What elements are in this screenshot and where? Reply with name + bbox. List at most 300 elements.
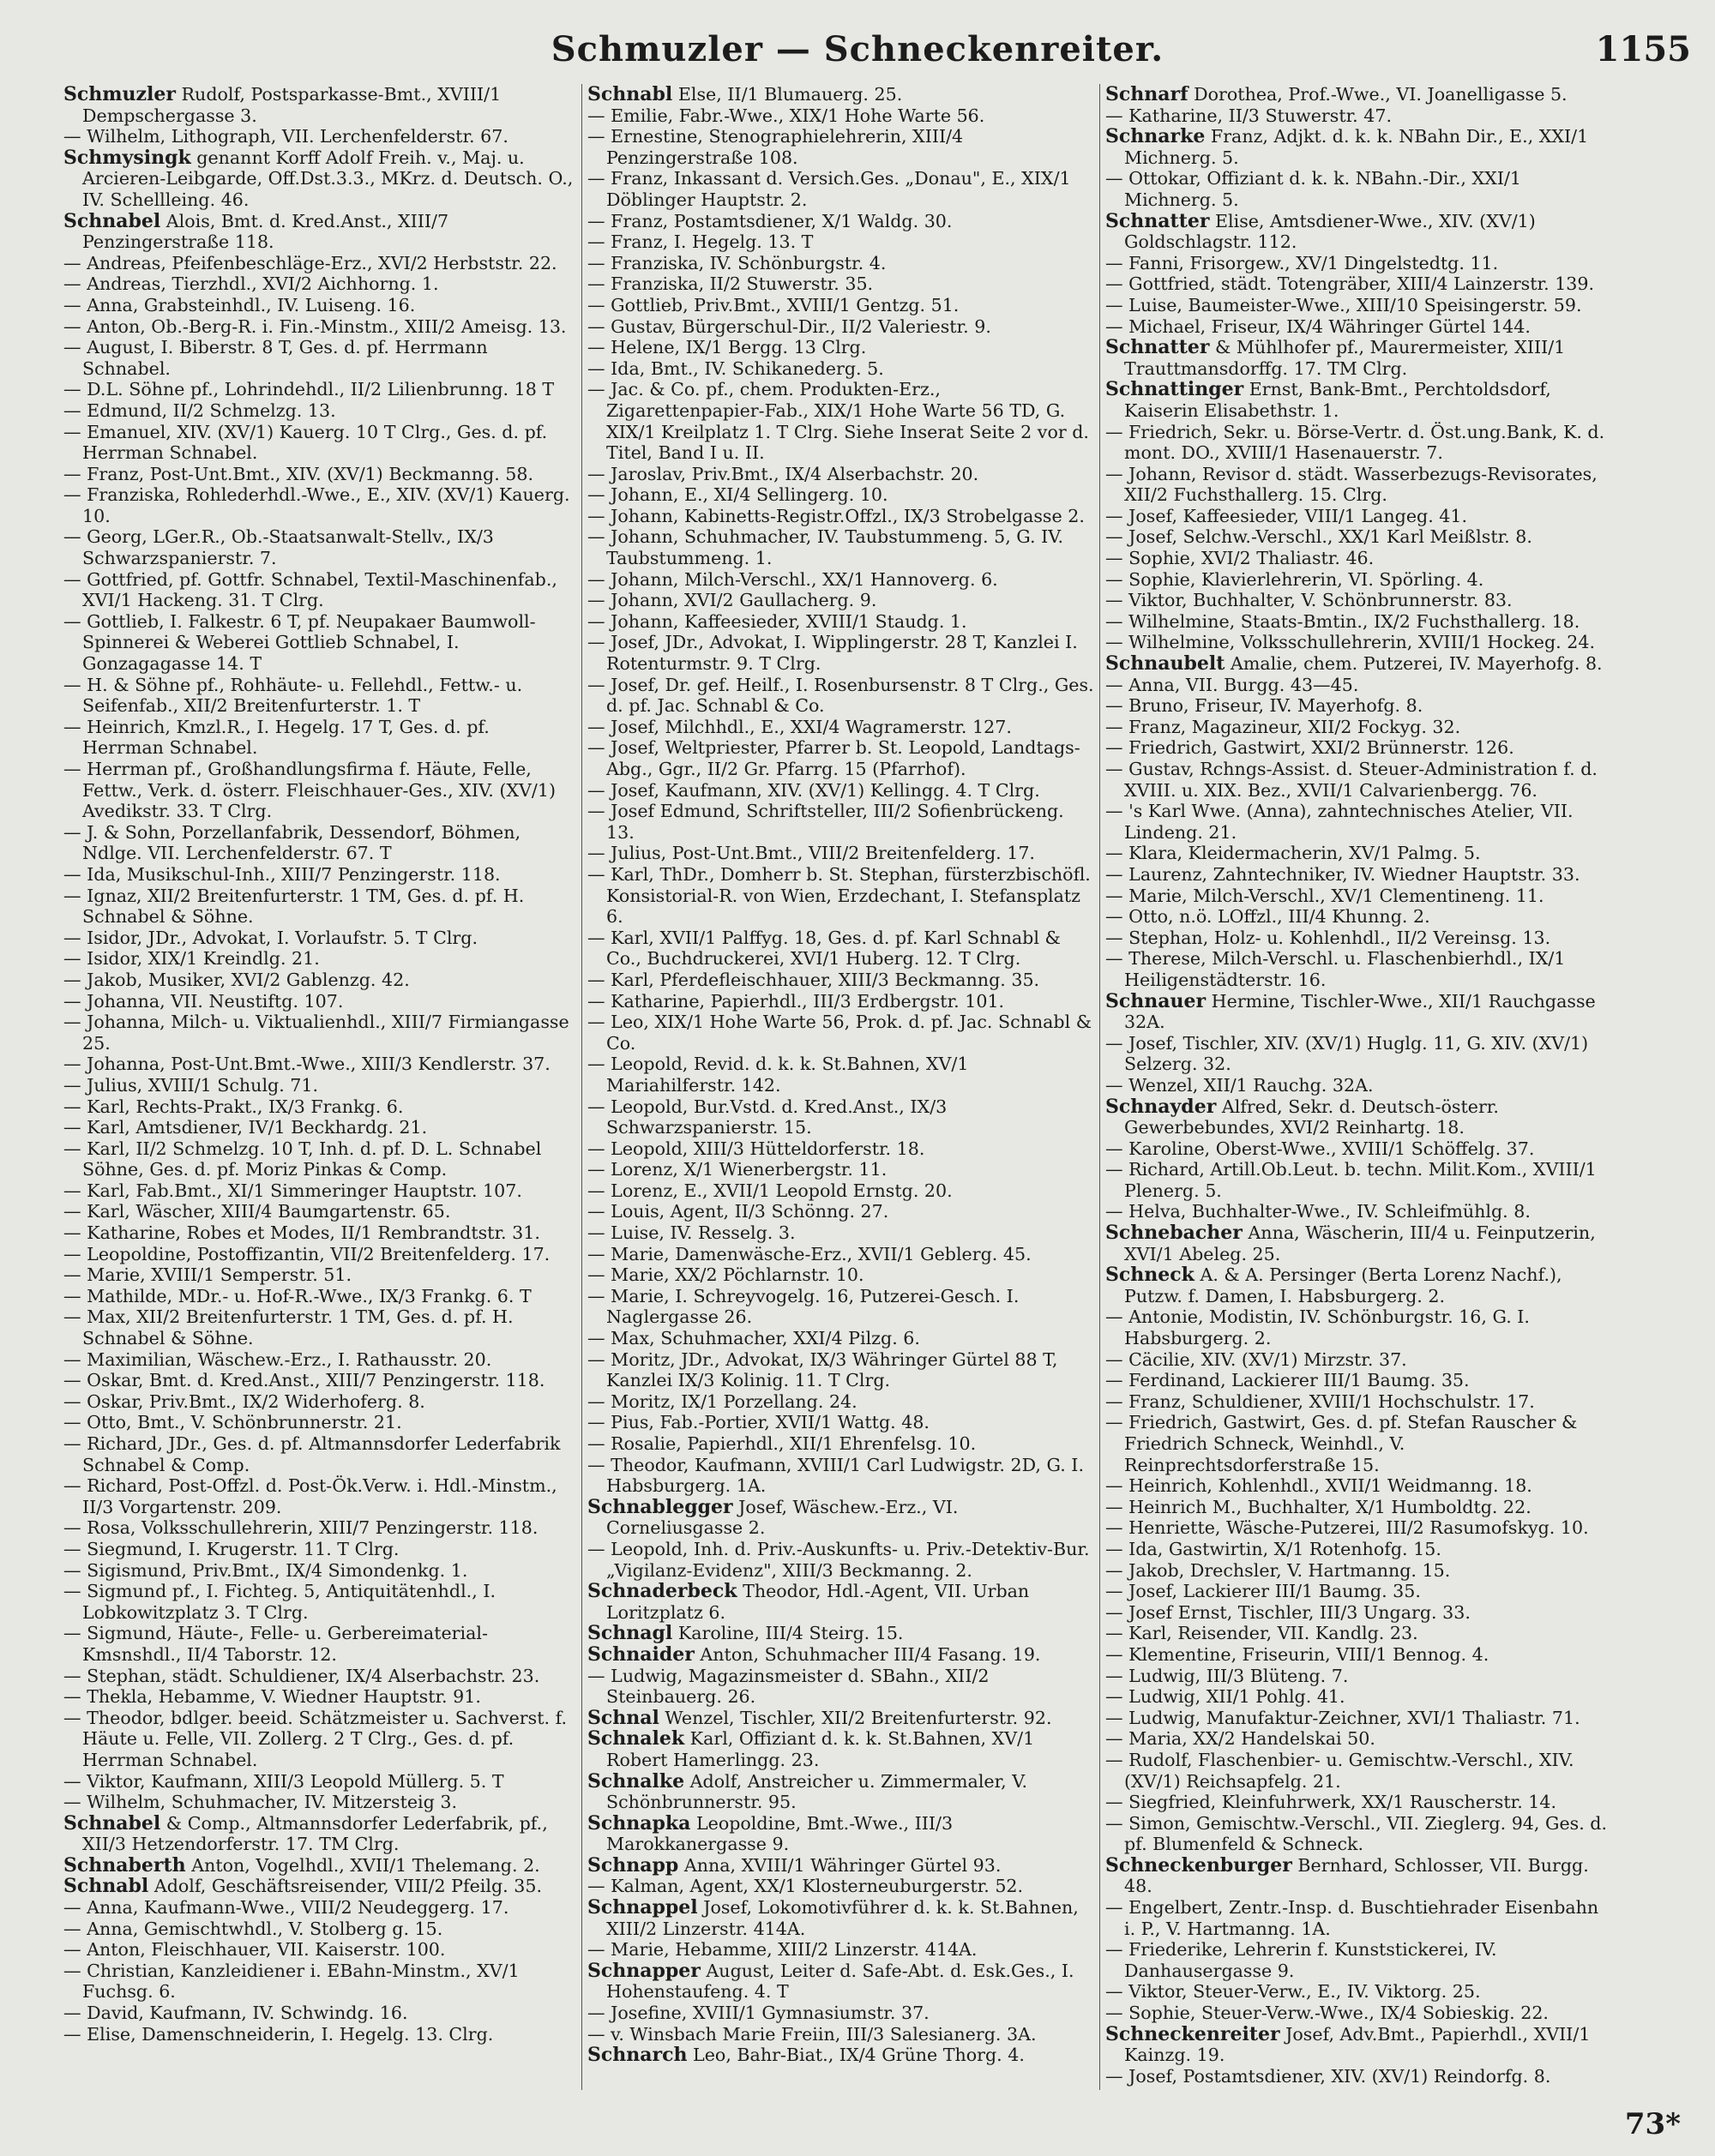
directory-entry xyxy=(63,1475,576,1517)
entry-text: — Josefine, XVIII/1 Gymnasiumstr. 37. xyxy=(587,2003,930,2024)
directory-entry xyxy=(1105,1581,1612,1602)
directory-entry xyxy=(63,1771,576,1793)
entry-text: — Katharine, Papierhdl., III/3 Erdbergstr. 101. xyxy=(587,990,1005,1012)
column-right xyxy=(1099,84,1617,2090)
entry-text: — Viktor, Kaufmann, XIII/3 Leopold Müllerg. 5. T xyxy=(63,1770,504,1792)
entry-text: — Richard, Artill.Ob.Leut. b. techn. Milit.Kom., XVIII/1 Plenerg. 5. xyxy=(1105,1159,1597,1201)
directory-entry xyxy=(587,970,1094,991)
entry-text: — Josef Ernst, Tischler, III/3 Ungarg. 33. xyxy=(1105,1601,1471,1623)
entry-text: — Karl, Reisender, VII. Kandlg. 23. xyxy=(1105,1623,1418,1644)
entry-text: — Franz, Postamtsdiener, X/1 Waldg. 30. xyxy=(587,210,953,231)
entry-text: — Viktor, Steuer-Verw., E., IV. Viktorg. 25. xyxy=(1105,1981,1481,2003)
directory-entry xyxy=(63,316,576,338)
directory-entry xyxy=(587,1180,1094,1202)
entry-surname: Schnatter xyxy=(1105,209,1210,232)
entry-text: — Jac. & Co. pf., chem. Produkten-Erz., Zigarettenpapier-Fab., XIX/1 Hohe Warte 56 TD, G. XIX/1 Kreilplatz 1. T Clrg. Siehe Inserat Seite 2 vor d. Titel, Band I u. II. xyxy=(587,379,1089,464)
page-number: 1155 xyxy=(1595,29,1691,69)
entry-text: — Bruno, Friseur, IV. Mayerhofg. 8. xyxy=(1105,695,1423,717)
entry-text: — Wenzel, XII/1 Rauchg. 32A. xyxy=(1105,1074,1374,1096)
entry-text: Josef, Wäschew.-Erz., VI. Corneliusgasse 2. xyxy=(606,1496,959,1539)
entry-text: — Josef, Postamtsdiener, XIV. (XV/1) Reindorfg. 8. xyxy=(1105,2065,1551,2087)
page-header xyxy=(0,24,1715,75)
entry-surname: Schneck xyxy=(1105,1264,1194,1287)
directory-entry xyxy=(63,1138,576,1180)
directory-entry xyxy=(63,379,576,400)
directory-entry xyxy=(1105,886,1612,907)
entry-text: — Julius, Post-Unt.Bmt., VIII/2 Breitenfelderg. 17. xyxy=(587,843,1035,864)
directory-entry xyxy=(1105,526,1612,548)
directory-entry xyxy=(587,801,1094,843)
directory-entry xyxy=(1105,1602,1612,1624)
directory-entry xyxy=(63,1686,576,1708)
directory-entry xyxy=(1105,675,1612,696)
directory-entry xyxy=(63,253,576,274)
entry-text: — Therese, Milch-Verschl. u. Flaschenbierhdl., IX/1 Heiligenstädterstr. 16. xyxy=(1105,948,1566,990)
entry-text: — Gustav, Bürgerschul-Dir., II/2 Valeriestr. 9. xyxy=(587,315,991,337)
entry-text: — Karl, II/2 Schmelzg. 10 T, Inh. d. pf. D. L. Schnabel Söhne, Ges. d. pf. Moriz Pinkas & Comp. xyxy=(63,1138,542,1180)
directory-entry xyxy=(63,147,576,211)
entry-text: Josef, Lokomotivführer d. k. k. St.Bahnen, XIII/2 Linzerstr. 414A. xyxy=(606,1897,1079,1939)
entry-text: — Sophie, Steuer-Verw.-Wwe., IX/4 Sobieskig. 22. xyxy=(1105,2003,1549,2024)
directory-entry xyxy=(587,1433,1094,1455)
directory-entry xyxy=(1105,126,1612,168)
directory-entry xyxy=(587,1244,1094,1265)
directory-entry xyxy=(63,1075,576,1096)
entry-text: — Louis, Agent, II/3 Schönng. 27. xyxy=(587,1201,889,1222)
directory-entry xyxy=(1105,1201,1612,1222)
entry-text: — Maximilian, Wäschew.-Erz., I. Rathausstr. 20. xyxy=(63,1348,492,1370)
directory-entry xyxy=(587,737,1094,779)
directory-entry xyxy=(1105,1666,1612,1687)
entry-text: Anna, Wäscherin, III/4 u. Feinputzerin, XVI/1 Abeleg. 25. xyxy=(1124,1222,1596,1264)
entry-text: — Mathilde, MDr.- u. Hof-R.-Wwe., IX/3 Frankg. 6. T xyxy=(63,1285,532,1306)
entry-text: — Josef, JDr., Advokat, I. Wipplingerstr. 28 T, Kanzlei I. Rotenturmstr. 9. T Clrg. xyxy=(587,632,1078,675)
directory-entry xyxy=(587,1771,1094,1813)
entry-text: — Karl, Wäscher, XIII/4 Baumgartenstr. 65. xyxy=(63,1201,451,1222)
entry-text: genannt Korff Adolf Freih. v., Maj. u. Arcieren-Leibgarde, Off.Dst.3.3., MKrz. d. Deutsch. O., IV. Schellleing. 46. xyxy=(82,147,574,210)
entry-surname: Schnapper xyxy=(587,1959,701,1982)
entry-text: — Gottfried, städt. Totengräber, XIII/4 Lainzerstr. 139. xyxy=(1105,273,1595,295)
directory-entry xyxy=(63,1792,576,1813)
entry-text: — Ludwig, Magazinsmeister d. SBahn., XII/2 Steinbauerg. 26. xyxy=(587,1665,990,1708)
directory-entry xyxy=(63,1012,576,1054)
directory-entry xyxy=(587,1666,1094,1708)
directory-entry xyxy=(63,1096,576,1118)
entry-text: Wenzel, Tischler, XII/2 Breitenfurterstr. 92. xyxy=(659,1707,1052,1728)
directory-entry xyxy=(1105,928,1612,949)
entry-text: — Johann, XVI/2 Gaullacherg. 9. xyxy=(587,590,877,611)
entry-surname: Schnauer xyxy=(1105,989,1207,1012)
entry-text: Dorothea, Prof.-Wwe., VI. Joanelligasse 5. xyxy=(1188,84,1568,105)
entry-surname: Schnabl xyxy=(63,1875,149,1898)
entry-text: — Gottfried, pf. Gottfr. Schnabel, Textil-Maschinenfab., XVI/1 Hackeng. 31. T Clrg. xyxy=(63,568,557,611)
directory-entry xyxy=(1105,1981,1612,2003)
entry-text: — Karl, Amtsdiener, IV/1 Beckhardg. 21. xyxy=(63,1117,428,1138)
directory-entry xyxy=(63,991,576,1012)
directory-entry xyxy=(63,400,576,422)
entry-text: & Comp., Altmannsdorfer Lederfabrik, pf., XII/3 Hetzendorferstr. 17. TM Clrg. xyxy=(82,1812,548,1855)
entry-text: — Cäcilie, XIV. (XV/1) Mirzstr. 37. xyxy=(1105,1348,1407,1370)
directory-entry xyxy=(587,526,1094,568)
directory-entry xyxy=(63,928,576,949)
directory-entry xyxy=(63,273,576,295)
entry-text: — Heinrich, Kohlenhdl., XVII/1 Weidmanng. 18. xyxy=(1105,1475,1532,1497)
directory-entry xyxy=(587,1012,1094,1054)
directory-entry xyxy=(63,1433,576,1475)
entry-text: — Ludwig, III/3 Blüteng. 7. xyxy=(1105,1665,1349,1686)
directory-entry xyxy=(587,2024,1094,2045)
directory-entry xyxy=(1105,273,1612,295)
entry-text: — Henriette, Wäsche-Putzerei, III/2 Rasumofskyg. 10. xyxy=(1105,1517,1589,1539)
entry-surname: Schnal xyxy=(587,1706,659,1729)
directory-entry xyxy=(63,970,576,991)
directory-entry xyxy=(587,506,1094,527)
entry-text: Hermine, Tischler-Wwe., XII/1 Rauchgasse 32A. xyxy=(1124,990,1596,1033)
directory-entry xyxy=(1105,464,1612,506)
directory-entry xyxy=(63,675,576,717)
entry-text: — Johanna, Milch- u. Viktualienhdl., XIII/7 Firmiangasse 25. xyxy=(63,1012,569,1054)
directory-entry xyxy=(63,864,576,886)
directory-entry xyxy=(63,1708,576,1771)
directory-entry xyxy=(1105,105,1612,127)
directory-entry xyxy=(587,231,1094,253)
entry-text: — Andreas, Tierzhdl., XVI/2 Aichhorng. 1. xyxy=(63,273,439,295)
entry-text: — Franziska, IV. Schönburgstr. 4. xyxy=(587,252,887,273)
entry-text: — Edmund, II/2 Schmelzg. 13. xyxy=(63,399,336,421)
directory-entry xyxy=(587,717,1094,738)
directory-entry xyxy=(63,1244,576,1265)
entry-text: — Gottlieb, Priv.Bmt., XVIII/1 Gentzg. 51. xyxy=(587,294,960,315)
entry-surname: Schnebacher xyxy=(1105,1222,1243,1245)
entry-text: — Ida, Bmt., IV. Schikanederg. 5. xyxy=(587,357,884,379)
directory-entry xyxy=(587,569,1094,591)
entry-surname: Schmysingk xyxy=(63,146,191,169)
entry-surname: Schnabel xyxy=(63,209,161,232)
directory-entry xyxy=(587,337,1094,358)
entry-text: — Marie, XVIII/1 Semperstr. 51. xyxy=(63,1264,352,1286)
directory-entry xyxy=(63,1961,576,2003)
entry-text: — Thekla, Hebamme, V. Wiedner Hauptstr. 91. xyxy=(63,1686,481,1708)
entry-text: — Herrman pf., Großhandlungsfirma f. Häute, Felle, Fettw., Verk. d. österr. Fleischhauer-Ges., XIV. (XV/1) Avedikstr. 33. T Clrg. xyxy=(63,759,556,822)
directory-entry xyxy=(587,484,1094,506)
directory-entry xyxy=(587,1349,1094,1391)
entry-text: — Wilhelm, Lithograph, VII. Lerchenfelderstr. 67. xyxy=(63,126,508,147)
entry-text: — Johann, Kabinetts-Registr.Offzl., IX/3 Strobelgasse 2. xyxy=(587,505,1085,526)
entry-text: — Gustav, Rchngs-Assist. d. Steuer-Administration f. d. XVIII. u. XIX. Bez., XVII/1 Calvarienbergg. 76. xyxy=(1105,759,1598,801)
entry-text: — Ignaz, XII/2 Breitenfurterstr. 1 TM, Ges. d. pf. H. Schnabel & Söhne. xyxy=(63,885,525,928)
entry-text: — Leopoldine, Postoffizantin, VII/2 Breitenfelderg. 17. xyxy=(63,1243,551,1264)
directory-entry xyxy=(1105,337,1612,379)
directory-entry xyxy=(63,2024,576,2045)
directory-entry xyxy=(63,1623,576,1665)
entry-text: — Christian, Kanzleidiener i. EBahn-Minstm., XV/1 Fuchsg. 6. xyxy=(63,1960,520,2003)
entry-text: — Josef, Tischler, XIV. (XV/1) Huglg. 11, G. XIV. (XV/1) Selzerg. 32. xyxy=(1105,1032,1589,1075)
directory-entry xyxy=(63,822,576,864)
entry-text: Anna, XVIII/1 Währinger Gürtel 93. xyxy=(678,1854,1002,1876)
directory-entry xyxy=(63,611,576,675)
directory-entry xyxy=(1105,1792,1612,1813)
entry-surname: Schnaberth xyxy=(63,1853,186,1877)
column-left xyxy=(63,84,581,2090)
entry-text: Anton, Schuhmacher III/4 Fasang. 19. xyxy=(694,1643,1041,1665)
entry-text: — Ida, Gastwirtin, X/1 Rotenhofg. 15. xyxy=(1105,1538,1441,1559)
column-middle xyxy=(581,84,1099,2090)
entry-text: & Mühlhofer pf., Maurermeister, XIII/1 Trauttmansdorffg. 17. TM Clrg. xyxy=(1124,337,1566,379)
entry-text: — Theodor, Kaufmann, XVIII/1 Carl Ludwigstr. 2D, G. I. Habsburgerg. 1A. xyxy=(587,1454,1084,1497)
entry-text: — Moritz, JDr., Advokat, IX/3 Währinger Gürtel 88 T, Kanzlei IX/3 Kolinig. 11. T Clrg. xyxy=(587,1348,1058,1391)
directory-entry xyxy=(1105,1939,1612,1981)
directory-entry xyxy=(63,1306,576,1348)
directory-entry xyxy=(63,337,576,379)
directory-entry xyxy=(587,1264,1094,1286)
entry-text: — Josef, Dr. gef. Heilf., I. Rosenbursenstr. 8 T Clrg., Ges. d. pf. Jac. Schnabl & Co. xyxy=(587,674,1094,717)
entry-text: — Marie, Damenwäsche-Erz., XVII/1 Geblerg. 45. xyxy=(587,1243,1032,1264)
directory-entry xyxy=(587,1876,1094,1897)
entry-text: Leopoldine, Bmt.-Wwe., III/3 Marokkanergasse 9. xyxy=(606,1812,954,1855)
directory-entry xyxy=(1105,422,1612,464)
entry-text: — Wilhelmine, Staats-Bmtin., IX/2 Fuchsthallerg. 18. xyxy=(1105,610,1580,632)
entry-text: — Emilie, Fabr.-Wwe., XIX/1 Hohe Warte 56. xyxy=(587,105,985,126)
directory-entry xyxy=(1105,1391,1612,1413)
entry-text: — Josef, Weltpriester, Pfarrer b. St. Leopold, Landtags-Abg., Ggr., II/2 Gr. Pfarrg. 15 (Pfarrhof). xyxy=(587,737,1080,779)
directory-entry xyxy=(1105,2003,1612,2024)
entry-text: — Julius, XVIII/1 Schulg. 71. xyxy=(63,1074,319,1096)
entry-text: — Engelbert, Zentr.-Insp. d. Buschtiehrader Eisenbahn i. P., V. Hartmanng. 1A. xyxy=(1105,1897,1599,1939)
entry-text: — Sigismund, Priv.Bmt., IX/4 Simondenkg. 1. xyxy=(63,1559,468,1581)
entry-text: — Marie, I. Schreyvogelg. 16, Putzerei-Gesch. I. Naglergasse 26. xyxy=(587,1285,1020,1328)
directory-entry xyxy=(1105,569,1612,591)
directory-entry xyxy=(63,1813,576,1855)
directory-entry xyxy=(1105,1813,1612,1855)
directory-entry xyxy=(63,526,576,568)
entry-text: — Ferdinand, Lackierer III/1 Baumg. 35. xyxy=(1105,1370,1470,1391)
entry-text: — Leopold, Bur.Vstd. d. Kred.Anst., IX/3 Schwarzspanierstr. 15. xyxy=(587,1096,948,1138)
directory-entry xyxy=(587,675,1094,717)
directory-entry xyxy=(1105,1708,1612,1729)
directory-entry xyxy=(1105,1075,1612,1096)
entry-text: — Jakob, Drechsler, V. Hartmanng. 15. xyxy=(1105,1559,1451,1581)
directory-entry xyxy=(1105,1138,1612,1160)
directory-entry xyxy=(63,295,576,316)
directory-entry xyxy=(1105,632,1612,653)
entry-text: — Friederike, Lehrerin f. Kunststickerei, IV. Danhausergasse 9. xyxy=(1105,1939,1497,1981)
directory-entry xyxy=(1105,2024,1612,2066)
directory-entry xyxy=(587,1391,1094,1413)
directory-entry xyxy=(1105,717,1612,738)
running-title: Schmuzler — Schneckenreiter. xyxy=(551,29,1164,69)
directory-entry xyxy=(1105,379,1612,421)
entry-text: — Josef Edmund, Schriftsteller, III/2 Sofienbrückeng. 13. xyxy=(587,801,1064,843)
entry-text: Karoline, III/4 Steirg. 15. xyxy=(672,1623,904,1644)
entry-text: — Karoline, Oberst-Wwe., XVIII/1 Schöffelg. 37. xyxy=(1105,1138,1535,1159)
entry-text: — Johanna, VII. Neustiftg. 107. xyxy=(63,990,344,1012)
entry-text: — 's Karl Wwe. (Anna), zahntechnisches Atelier, VII. Lindeng. 21. xyxy=(1105,801,1574,843)
entry-text: — Siegfried, Kleinfuhrwerk, XX/1 Rauscherstr. 14. xyxy=(1105,1792,1557,1813)
entry-text: — Georg, LGer.R., Ob.-Staatsanwalt-Stellv., IX/3 Schwarzspanierstr. 7. xyxy=(63,526,494,569)
entry-text: — Josef, Lackierer III/1 Baumg. 35. xyxy=(1105,1581,1421,1602)
entry-surname: Schnalke xyxy=(587,1769,685,1793)
directory-entry xyxy=(587,1581,1094,1623)
directory-entry xyxy=(1105,948,1612,990)
entry-text: — Leopold, Inh. d. Priv.-Auskunfts- u. Priv.-Detektiv-Bur. „Vigilanz-Evidenz", XIII/3 Beckmanng. 2. xyxy=(587,1538,1090,1581)
entry-surname: Schnapka xyxy=(587,1811,691,1835)
directory-entry xyxy=(587,1222,1094,1244)
entry-text: — Oskar, Priv.Bmt., IX/2 Widerhoferg. 8. xyxy=(63,1390,425,1412)
entry-surname: Schnatter xyxy=(1105,336,1210,359)
entry-text: — Jaroslav, Priv.Bmt., IX/4 Alserbachstr. 20. xyxy=(587,463,979,484)
directory-entry xyxy=(587,105,1094,127)
entry-text: — Franz, Inkassant d. Versich.Ges. „Donau", E., XIX/1 Döblinger Hauptstr. 2. xyxy=(587,168,1071,210)
entry-text: — Josef, Milchhdl., E., XXI/4 Wagramerstr. 127. xyxy=(587,716,1012,737)
entry-text: Bernhard, Schlosser, VII. Burgg. 48. xyxy=(1124,1854,1589,1897)
entry-text: — Oskar, Bmt. d. Kred.Anst., XIII/7 Penzingerstr. 118. xyxy=(63,1370,545,1391)
entry-text: — Franz, Magazineur, XII/2 Fockyg. 32. xyxy=(1105,716,1461,737)
entry-text: — Andreas, Pfeifenbeschläge-Erz., XVI/2 Herbststr. 22. xyxy=(63,252,557,273)
directory-entry xyxy=(1105,1264,1612,1306)
directory-entry xyxy=(1105,1412,1612,1475)
entry-text: — Franziska, Rohlederhdl.-Wwe., E., XIV. (XV/1) Kauerg. 10. xyxy=(63,484,570,526)
directory-entry xyxy=(587,632,1094,674)
entry-text: — Sigmund pf., I. Fichteg. 5, Antiquitätenhdl., I. Lobkowitzplatz 3. T Clrg. xyxy=(63,1581,496,1623)
entry-surname: Schnaderbeck xyxy=(587,1580,737,1603)
directory-entry xyxy=(587,2003,1094,2024)
directory-entry xyxy=(587,1728,1094,1770)
directory-entry xyxy=(587,1201,1094,1222)
entry-text: — Helene, IX/1 Bergg. 13 Clrg. xyxy=(587,337,867,358)
directory-entry xyxy=(1105,211,1612,253)
entry-text: — Michael, Friseur, IX/4 Währinger Gürtel 144. xyxy=(1105,315,1531,337)
entry-text: — Anna, VII. Burgg. 43—45. xyxy=(1105,674,1359,695)
directory-entry xyxy=(63,1117,576,1138)
directory-entry xyxy=(63,1939,576,1961)
directory-entry xyxy=(63,1539,576,1560)
entry-text: — Sophie, Klavierlehrerin, VI. Spörling. 4. xyxy=(1105,568,1484,590)
directory-entry xyxy=(1105,1897,1612,1939)
entry-surname: Schnarf xyxy=(1105,84,1188,105)
directory-entry xyxy=(63,1666,576,1687)
entry-text: — David, Kaufmann, IV. Schwindg. 16. xyxy=(63,2003,408,2024)
directory-entry xyxy=(63,1286,576,1307)
directory-entry xyxy=(1105,1750,1612,1792)
entry-text: — Ottokar, Offiziant d. k. k. NBahn.-Dir., XXI/1 Michnerg. 5. xyxy=(1105,168,1521,210)
directory-entry xyxy=(587,864,1094,928)
directory-entry xyxy=(587,928,1094,970)
directory-entry xyxy=(587,1855,1094,1877)
entry-text: — Marie, Hebamme, XIII/2 Linzerstr. 414A. xyxy=(587,1939,978,1961)
entry-text: — Katharine, II/3 Stuwerstr. 47. xyxy=(1105,105,1393,126)
entry-text: — Isidor, XIX/1 Kreindlg. 21. xyxy=(63,948,320,970)
entry-text: Amalie, chem. Putzerei, IV. Mayerhofg. 8. xyxy=(1225,653,1603,675)
directory-entry xyxy=(587,780,1094,802)
directory-entry xyxy=(587,1939,1094,1961)
entry-text: — Richard, JDr., Ges. d. pf. Altmannsdorfer Lederfabrik Schnabel & Comp. xyxy=(63,1433,561,1475)
entry-surname: Schnarke xyxy=(1105,125,1206,148)
entry-text: — H. & Söhne pf., Rohhäute- u. Fellehdl., Fettw.- u. Seifenfab., XII/2 Breitenfurterstr. 1. T xyxy=(63,674,523,717)
directory-entry xyxy=(587,843,1094,864)
directory-entry xyxy=(1105,1686,1612,1708)
entry-text: — Laurenz, Zahntechniker, IV. Wiedner Hauptstr. 33. xyxy=(1105,863,1580,885)
directory-entry xyxy=(587,1054,1094,1096)
entry-text: — Siegmund, I. Krugerstr. 11. T Clrg. xyxy=(63,1538,400,1559)
directory-entry xyxy=(63,84,576,126)
entry-text: — Pius, Fab.-Portier, XVII/1 Wattg. 48. xyxy=(587,1412,930,1433)
entry-text: Elise, Amtsdiener-Wwe., XIV. (XV/1) Goldschlagstr. 112. xyxy=(1124,210,1536,253)
entry-text: — Max, Schuhmacher, XXI/4 Pilzg. 6. xyxy=(587,1328,920,1349)
entry-text: — Marie, XX/2 Pöchlarnstr. 10. xyxy=(587,1264,864,1286)
entry-text: — Gottlieb, I. Falkestr. 6 T, pf. Neupakaer Baumwoll-Spinnerei & Weberei Gottlieb Schnabel, I. Gonzagagasse 14. T xyxy=(63,610,536,675)
directory-entry xyxy=(1105,759,1612,801)
entry-surname: Schnapp xyxy=(587,1853,679,1877)
entry-text: — Heinrich, Kmzl.R., I. Hegelg. 17 T, Ges. d. pf. Herrman Schnabel. xyxy=(63,716,490,759)
entry-text: — Josef, Kaffeesieder, VIII/1 Langeg. 41. xyxy=(1105,505,1468,526)
entry-text: — Antonie, Modistin, IV. Schönburgstr. 16, G. I. Habsburgerg. 2. xyxy=(1105,1306,1530,1349)
directory-entry xyxy=(63,569,576,611)
directory-entry xyxy=(587,1138,1094,1160)
entry-text: Alois, Bmt. d. Kred.Anst., XIII/7 Penzingerstraße 118. xyxy=(82,210,449,253)
entry-text: — D.L. Söhne pf., Lohrindehdl., II/2 Lilienbrunng. 18 T xyxy=(63,379,555,400)
directory-entry xyxy=(587,464,1094,485)
directory-entry xyxy=(63,1517,576,1539)
directory-entry xyxy=(1105,1539,1612,1560)
entry-text: — Karl, Rechts-Prakt., IX/3 Frankg. 6. xyxy=(63,1096,404,1117)
directory-entry xyxy=(1105,1728,1612,1750)
entry-text: — Ida, Musikschul-Inh., XIII/7 Penzingerstr. 118. xyxy=(63,863,501,885)
directory-entry xyxy=(63,1349,576,1371)
entry-text: — Wilhelm, Schuhmacher, IV. Mitzersteig 3. xyxy=(63,1792,457,1813)
entry-text: — Johann, Revisor d. städt. Wasserbezugs-Revisorates, XII/2 Fuchsthallerg. 15. Clrg. xyxy=(1105,463,1598,506)
entry-text: Adolf, Anstreicher u. Zimmermaler, V. Schönbrunnerstr. 95. xyxy=(606,1770,1028,1813)
directory-entry xyxy=(587,1961,1094,2003)
entry-text: — Stephan, städt. Schuldiener, IX/4 Alserbachstr. 23. xyxy=(63,1665,540,1686)
directory-entry xyxy=(63,1581,576,1623)
entry-text: — Leo, XIX/1 Hohe Warte 56, Prok. d. pf. Jac. Schnabl & Co. xyxy=(587,1012,1092,1054)
directory-entry xyxy=(63,2003,576,2024)
directory-entry xyxy=(63,1560,576,1582)
entry-text: — Friedrich, Gastwirt, XXI/2 Brünnerstr. 126. xyxy=(1105,737,1514,759)
directory-entry xyxy=(587,1455,1094,1497)
entry-text: — Rudolf, Flaschenbier- u. Gemischtw.-Verschl., XIV. (XV/1) Reichsapfelg. 21. xyxy=(1105,1749,1574,1792)
entry-text: — Kalman, Agent, XX/1 Klosterneuburgerstr. 52. xyxy=(587,1876,1024,1897)
entry-text: — Max, XII/2 Breitenfurterstr. 1 TM, Ges. d. pf. H. Schnabel & Söhne. xyxy=(63,1306,514,1349)
directory-entry xyxy=(63,1370,576,1391)
entry-text: — Maria, XX/2 Handelskai 50. xyxy=(1105,1728,1375,1750)
entry-text: — Sigmund, Häute-, Felle- u. Gerbereimaterial-Kmsnshdl., II/4 Taborstr. 12. xyxy=(63,1623,488,1665)
directory-entry xyxy=(63,1897,576,1919)
entry-surname: Schnalek xyxy=(587,1727,685,1751)
directory-entry xyxy=(587,1644,1094,1666)
directory-entry xyxy=(587,1539,1094,1581)
entry-text: — Lorenz, X/1 Wienerbergstr. 11. xyxy=(587,1159,888,1180)
directory-entry xyxy=(587,316,1094,338)
signature-mark: 73* xyxy=(1624,2107,1681,2141)
directory-entry xyxy=(587,1328,1094,1349)
directory-entry xyxy=(1105,906,1612,928)
entry-text: — Karl, XVII/1 Palffyg. 18, Ges. d. pf. Karl Schnabl & Co., Buchdruckerei, XVI/1 Huberg. 12. T Clrg. xyxy=(587,927,1061,970)
entry-text: — Josef, Selchw.-Verschl., XX/1 Karl Meißlstr. 8. xyxy=(1105,526,1532,548)
entry-surname: Schneckenreiter xyxy=(1105,2022,1280,2045)
directory-entry xyxy=(1105,737,1612,759)
directory-entry xyxy=(63,211,576,253)
directory-entry xyxy=(587,84,1094,105)
entry-text: — Fanni, Frisorgew., XV/1 Dingelstedtg. 11. xyxy=(1105,252,1499,273)
directory-entry xyxy=(587,1159,1094,1180)
entry-text: — Helva, Buchhalter-Wwe., IV. Schleifmühlg. 8. xyxy=(1105,1201,1531,1222)
directory-entry xyxy=(587,1497,1094,1539)
entry-text: Alfred, Sekr. d. Deutsch-österr. Gewerbebundes, XVI/2 Reinhartg. 18. xyxy=(1124,1096,1499,1138)
directory-entry xyxy=(587,379,1094,463)
directory-entry xyxy=(1105,1222,1612,1264)
entry-text: — August, I. Biberstr. 8 T, Ges. d. pf. Herrmann Schnabel. xyxy=(63,337,488,379)
